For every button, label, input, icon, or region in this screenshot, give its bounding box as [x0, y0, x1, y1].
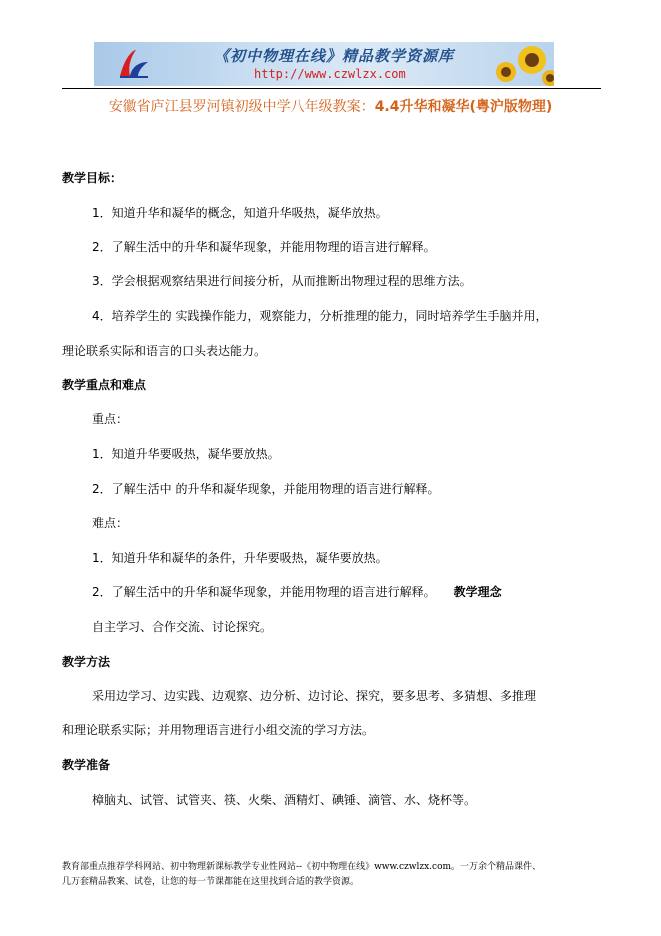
sunflower-decoration-icon — [484, 42, 554, 86]
heading-key-points: 教学重点和难点 — [62, 378, 147, 392]
objective-1: 1．知道升华和凝华的概念，知道升华吸热，凝华放热。 — [92, 206, 388, 220]
key-points-label: 重点： — [92, 412, 129, 426]
objective-2: 2．了解生活中的升华和凝华现象，并能用物理的语言进行解释。 — [92, 240, 436, 254]
teaching-method-line-1: 采用边学习、边实践、边观察、边分析、边讨论、探究，要多思考、多猜想、多推理 — [92, 689, 537, 703]
teaching-method-line-2: 和理论联系实际；并用物理语言进行小组交流的学习方法。 — [62, 723, 375, 737]
key-point-2: 2．了解生活中 的升华和凝华现象，并能用物理的语言进行解释。 — [92, 482, 440, 496]
difficulty-2 — [92, 584, 502, 600]
difficulty-2-text: 2．了解生活中的升华和凝华现象，并能用物理的语言进行解释。 — [92, 585, 436, 599]
objective-3: 3．学会根据观察结果进行间接分析，从而推断出物理过程的思维方法。 — [92, 274, 472, 288]
banner-title: 《初中物理在线》精品教学资源库 — [214, 47, 455, 65]
difficulty-1: 1．知道升华和凝华的条件，升华要吸热，凝华要放热。 — [92, 551, 388, 565]
key-point-1: 1．知道升华要吸热，凝华要放热。 — [92, 447, 280, 461]
heading-teaching-concept: 教学理念 — [453, 585, 502, 599]
heading-preparation: 教学准备 — [62, 758, 111, 772]
banner-url[interactable]: http://www.czwlzx.com — [254, 67, 406, 81]
title-prefix: 安徽省庐江县罗河镇初级中学八年级教案： — [108, 99, 375, 115]
heading-objectives: 教学目标： — [62, 171, 123, 185]
heading-teaching-method: 教学方法 — [62, 655, 111, 669]
header-divider — [62, 88, 601, 89]
title-lesson: 4.4升华和凝华(粤沪版物理) — [374, 99, 553, 115]
preparation-materials: 樟脑丸、试管、试管夹、筷、火柴、酒精灯、碘锤、滴管、水、烧杯等。 — [92, 793, 477, 807]
page-title — [0, 96, 661, 116]
page-footer — [62, 860, 602, 890]
footer-line-1: 教育部重点推荐学科网站、初中物理新课标教学专业性网站--《初中物理在线》www.czwlzx.com。一万余个精品课件、 — [62, 862, 542, 872]
teaching-concept: 自主学习、合作交流、讨论探究。 — [92, 620, 273, 634]
header-banner — [94, 42, 554, 86]
site-logo-icon — [116, 46, 152, 82]
objective-4-line-1: 4．培养学生的 实践操作能力，观察能力，分析推理的能力，同时培养学生手脑并用， — [92, 309, 548, 323]
difficulty-label: 难点： — [92, 516, 129, 530]
objective-4-line-2: 理论联系实际和语言的口头表达能力。 — [62, 344, 267, 358]
footer-line-2: 几万套精品教案、试卷，让您的每一节课都能在这里找到合适的教学资源。 — [62, 877, 360, 887]
